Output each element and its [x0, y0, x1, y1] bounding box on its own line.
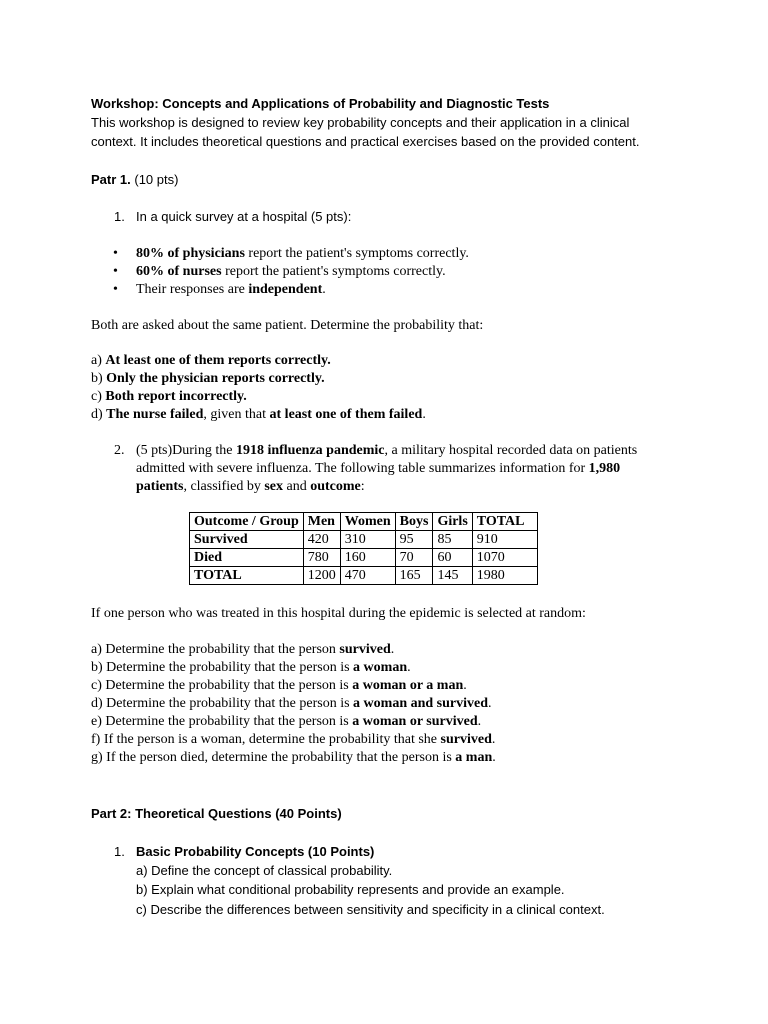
q2-item-c: [91, 677, 467, 695]
q1-item-d-rest: .: [422, 407, 426, 422]
table-cell: 910: [472, 531, 537, 549]
table-header-cell: Boys: [395, 513, 433, 531]
table-cell: 165: [395, 567, 433, 585]
bullet-dot: •: [113, 282, 118, 297]
intro-line-2: context. It includes theoretical questions and practical exercises based on the provided content.: [91, 134, 640, 149]
q2-item-c-bold: a woman or a man: [352, 678, 464, 693]
table-cell: 145: [433, 567, 472, 585]
q2-item-c-rest: .: [463, 678, 467, 693]
table-header-cell: Girls: [433, 513, 472, 531]
q2-item-e-bold: a woman or survived: [352, 714, 478, 729]
q2-line-1: [136, 442, 637, 460]
q2-line3-bold: patients: [136, 479, 184, 494]
q1-number: 1.: [114, 209, 125, 224]
bullet-3-rest: .: [322, 282, 326, 297]
q2-line1-rest: , a military hospital recorded data on patients: [384, 443, 638, 458]
table-header-row: [190, 513, 538, 531]
q1-item-d-bold: The nurse failed: [106, 407, 204, 422]
part2-q1-item-b: b) Explain what conditional probability represents and provide an example.: [136, 882, 565, 897]
bullet-dot: •: [113, 246, 118, 261]
part2-q1-item-a: a) Define the concept of classical probability.: [136, 863, 393, 878]
q1-item-a: [91, 352, 331, 370]
bullet-1-rest: report the patient's symptoms correctly.: [244, 246, 469, 261]
q1-item-a-pre: a): [91, 353, 106, 368]
q2-line3-bold3: outcome: [310, 479, 361, 494]
q1-item-b: [91, 370, 325, 388]
table-cell: 1200: [303, 567, 340, 585]
q2-item-b-bold: a woman: [353, 660, 408, 675]
bullet-3-bold: independent: [248, 282, 323, 297]
table-cell: 470: [340, 567, 395, 585]
bullet-item-3: [136, 281, 326, 299]
q2-item-b-rest: .: [407, 660, 411, 675]
bullet-item-1: [136, 245, 469, 263]
q2-item-f-bold: survived: [440, 732, 492, 747]
table-row: [190, 531, 538, 549]
q2-item-e-rest: .: [477, 714, 482, 729]
table-header-cell: Women: [340, 513, 395, 531]
table-row-label: Died: [190, 549, 304, 567]
q2-item-f-rest: .: [491, 732, 496, 747]
intro-line-1: This workshop is designed to review key probability concepts and their application in a clinical: [91, 115, 630, 130]
q2-prompt: If one person who was treated in this hospital during the epidemic is selected at random:: [91, 606, 586, 621]
q2-line3-mid2: and: [283, 479, 311, 494]
q1-text: In a quick survey at a hospital (5 pts):: [136, 209, 352, 224]
q2-line3-bold2: sex: [264, 479, 283, 494]
table-cell: 70: [395, 549, 433, 567]
q2-item-g-pre: g) If the person died, determine the probability that the person is: [91, 750, 456, 765]
q2-line3-rest: :: [360, 479, 365, 494]
q2-item-c-pre: c) Determine the probability that the person is: [91, 678, 353, 693]
bullet-2-rest: report the patient's symptoms correctly.: [221, 264, 446, 279]
q2-item-d-pre: d) Determine the probability that the person is: [91, 696, 354, 711]
table-row: [190, 567, 538, 585]
q1-item-d-pre: d): [91, 407, 107, 422]
q2-item-g: [91, 749, 496, 767]
q2-line3-mid: , classified by: [183, 479, 265, 494]
table-cell: 1980: [472, 567, 537, 585]
part2-q1-number: 1.: [114, 844, 125, 859]
q1-item-b-bold: Only the physician reports correctly.: [106, 371, 325, 386]
q2-item-d: [91, 695, 492, 713]
part1-points: (10 pts): [130, 172, 179, 187]
table-cell: 160: [340, 549, 395, 567]
q2-item-a-pre: a) Determine the probability that the person: [91, 642, 340, 657]
q2-item-b-pre: b) Determine the probability that the person is: [91, 660, 354, 675]
q1-item-c-pre: c): [91, 389, 106, 404]
bullet-3-pre: Their responses are: [136, 282, 249, 297]
q2-item-f: [91, 731, 495, 749]
q2-line1-pre: (5 pts)During the: [136, 443, 236, 458]
q2-item-d-bold: a woman and survived: [353, 696, 489, 711]
table-cell: 420: [303, 531, 340, 549]
table-row-label: TOTAL: [190, 567, 304, 585]
document-title: Workshop: Concepts and Applications of Probability and Diagnostic Tests: [91, 96, 550, 111]
part1-heading: [91, 171, 178, 189]
q2-line1-bold: 1918 influenza pandemic: [235, 443, 385, 458]
part2-q1-title: Basic Probability Concepts (10 Points): [136, 844, 375, 859]
q2-item-g-rest: .: [492, 750, 496, 765]
table-cell: 780: [303, 549, 340, 567]
q1-item-d-mid: , given that: [203, 407, 270, 422]
q2-item-a-bold: survived: [339, 642, 391, 657]
q1-prompt: Both are asked about the same patient. Determine the probability that:: [91, 318, 484, 333]
q1-item-b-pre: b): [91, 371, 107, 386]
table-header-cell: TOTAL: [472, 513, 537, 531]
table-cell: 310: [340, 531, 395, 549]
q2-item-d-rest: .: [488, 696, 492, 711]
influenza-data-table: [189, 512, 538, 585]
part2-q1-item-c: c) Describe the differences between sensitivity and specificity in a clinical context.: [136, 902, 605, 917]
table-cell: 1070: [472, 549, 537, 567]
table-header-cell: Men: [303, 513, 340, 531]
table-cell: 60: [433, 549, 472, 567]
q2-line-3: [136, 478, 365, 496]
q2-line2-pre: admitted with severe influenza. The following table summarizes information for: [136, 461, 589, 476]
bullet-dot: •: [113, 264, 118, 279]
q1-item-c: [91, 388, 247, 406]
table-cell: 95: [395, 531, 433, 549]
table-row-label: Survived: [190, 531, 304, 549]
q1-item-a-bold: At least one of them reports correctly.: [105, 353, 331, 368]
q2-item-a: [91, 641, 394, 659]
q2-number: 2.: [114, 443, 125, 458]
q1-item-d: [91, 406, 426, 424]
bullet-2-bold: 60% of nurses: [136, 264, 222, 279]
table-cell: 85: [433, 531, 472, 549]
bullet-1-bold: 80% of physicians: [136, 246, 245, 261]
q2-item-a-rest: .: [390, 642, 395, 657]
part1-heading-label: Patr 1.: [91, 172, 131, 187]
q2-line2-bold: 1,980: [588, 461, 621, 476]
q2-item-f-pre: f) If the person is a woman, determine the probability that she: [91, 732, 441, 747]
q2-item-b: [91, 659, 411, 677]
part2-heading: Part 2: Theoretical Questions (40 Points): [91, 806, 342, 821]
q2-item-g-bold: a man: [455, 750, 493, 765]
bullet-item-2: [136, 263, 446, 281]
q1-item-d-bold2: at least one of them failed: [269, 407, 423, 422]
q2-line-2: [136, 460, 620, 478]
table-row: [190, 549, 538, 567]
q1-item-c-bold: Both report incorrectly.: [105, 389, 247, 404]
table-header-cell: Outcome / Group: [190, 513, 304, 531]
q2-item-e-pre: e) Determine the probability that the person is: [91, 714, 353, 729]
q2-item-e: [91, 713, 481, 731]
